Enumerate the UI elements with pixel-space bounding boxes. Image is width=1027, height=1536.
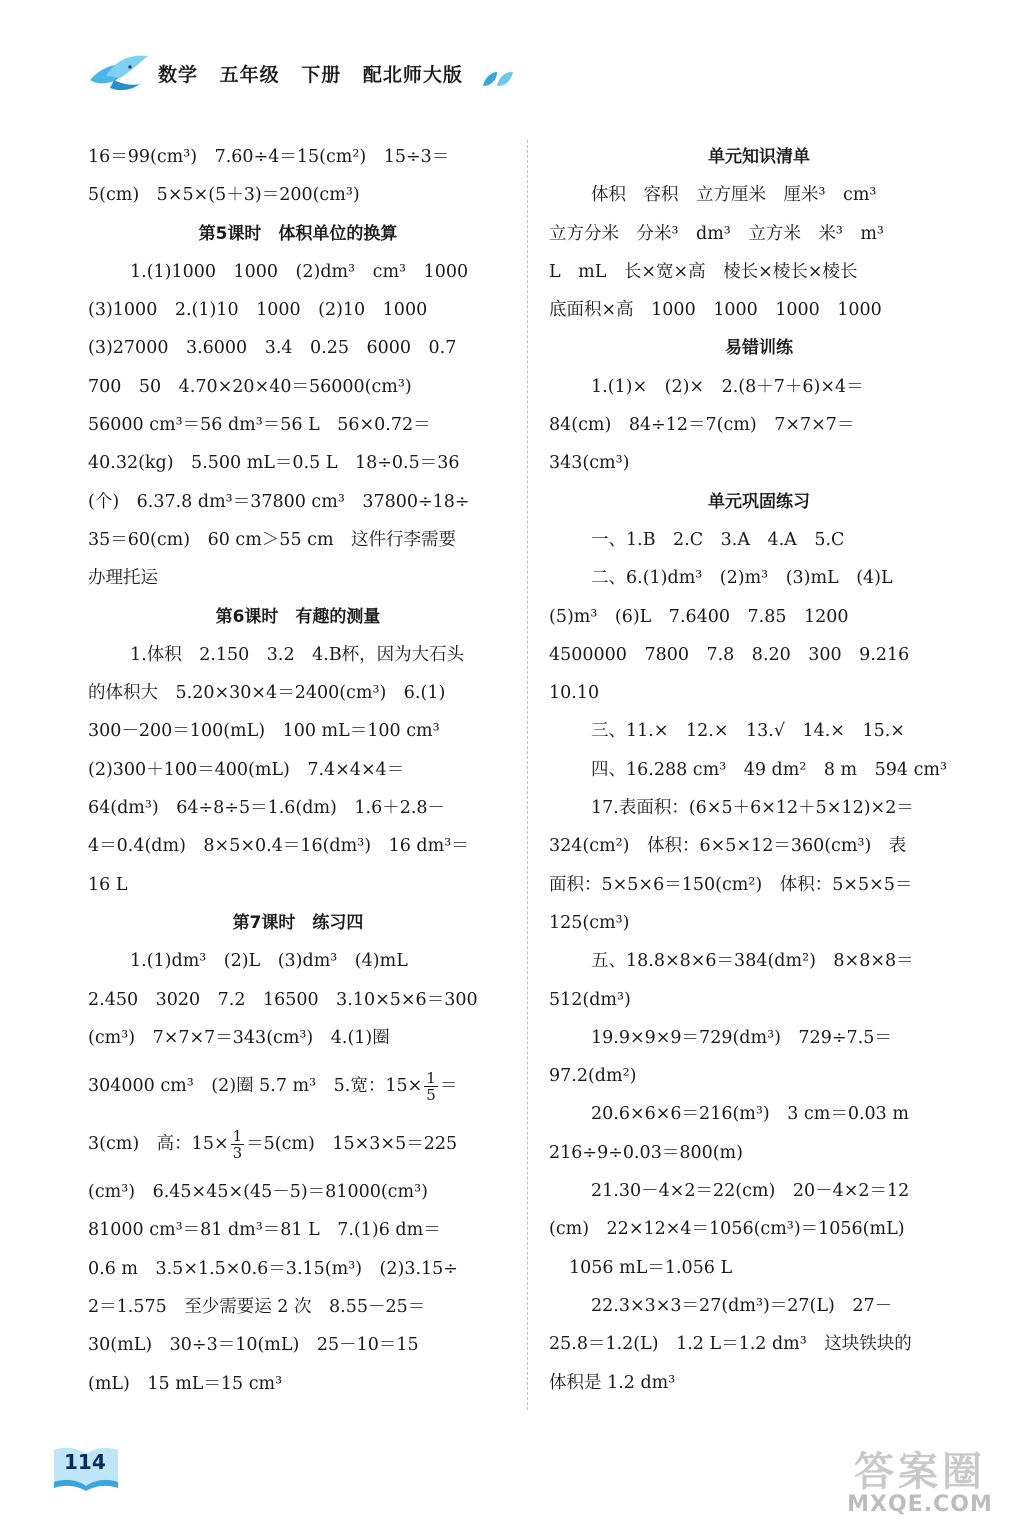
page-number: 114 — [64, 1450, 106, 1474]
section-heading-unit-review: 单元巩固练习 — [708, 491, 810, 512]
answer-line: 324(cm²) 体积：6×5×12＝360(cm³) 表 — [549, 836, 907, 857]
answer-line: 97.2(dm²) — [549, 1066, 637, 1087]
fraction-numerator: 1 — [232, 1126, 243, 1145]
watermark-url: MXQE.COM — [847, 1492, 993, 1517]
answer-line: 30(mL) 30÷3＝10(mL) 25－10＝15 — [88, 1335, 419, 1356]
fraction-one-fifth — [424, 1070, 438, 1104]
answer-line: 体积是 1.2 dm³ — [549, 1372, 676, 1393]
answer-line: 1.(1)1000 1000 (2)dm³ cm³ 1000 — [130, 261, 469, 282]
answer-line: (3)1000 2.(1)10 1000 (2)10 1000 — [88, 300, 428, 321]
fraction-one-third — [231, 1128, 245, 1162]
fraction-denominator: 5 — [426, 1086, 436, 1105]
answer-line: 4500000 7800 7.8 8.20 300 9.216 — [549, 644, 910, 665]
answer-line: (3)27000 3.6000 3.4 0.25 6000 0.7 — [88, 338, 457, 359]
answer-line: (mL) 15 mL＝15 cm³ — [88, 1373, 283, 1394]
leaves-decoration-icon — [481, 68, 515, 90]
answer-line: (5)m³ (6)L 7.6400 7.85 1200 — [549, 606, 849, 627]
answer-line: 4＝0.4(dm) 8×5×0.4＝16(dm³) 16 dm³＝ — [88, 836, 469, 857]
answer-line: 16 L — [88, 874, 128, 895]
answer-line: 一、1.B 2.C 3.A 4.A 5.C — [591, 529, 845, 550]
watermark — [840, 1440, 1000, 1526]
page-number-badge — [52, 1444, 120, 1492]
answer-line: 1.体积 2.150 3.2 4.B杯，因为大石头 — [130, 644, 465, 665]
answer-line: 1.(1)× (2)× 2.(8＋7＋6)×4＝ — [591, 376, 864, 397]
answer-line: (cm³) 7×7×7＝343(cm³) 4.(1)圈 — [88, 1027, 390, 1048]
answer-line-with-fraction — [88, 1115, 508, 1173]
answer-text: 3(cm) 高：15× — [88, 1134, 229, 1155]
answer-line: 35＝60(cm) 60 cm＞55 cm 这件行李需要 — [88, 529, 457, 550]
answer-line: 1056 mL＝1.056 L — [569, 1257, 733, 1278]
answer-line: 办理托运 — [88, 568, 158, 589]
right-column — [549, 138, 969, 1402]
answer-line: 19.9×9×9＝729(dm³) 729÷7.5＝ — [591, 1027, 892, 1048]
fraction-denominator: 3 — [232, 1144, 243, 1163]
answer-line: 10.10 — [549, 683, 600, 704]
answer-line: L mL 长×宽×高 棱长×棱长×棱长 — [549, 261, 858, 282]
answer-line: 2＝1.575 至少需要运 2 次 8.55－25＝ — [88, 1297, 426, 1318]
answer-line: 17.表面积：(6×5＋6×12＋5×12)×2＝ — [591, 798, 914, 819]
answer-line: 底面积×高 1000 1000 1000 1000 — [549, 300, 882, 321]
answer-text: 304000 cm³ (2)圈 5.7 m³ 5.宽：15× — [88, 1076, 423, 1097]
answer-line: 16＝99(cm³) 7.60÷4＝15(cm²) 15÷3＝ — [88, 147, 450, 167]
answer-line-with-fraction — [88, 1057, 508, 1115]
answer-line: 0.6 m 3.5×1.5×0.6＝3.15(m³) (2)3.15÷ — [88, 1258, 458, 1279]
answer-line: 立方分米 分米³ dm³ 立方米 米³ m³ — [549, 223, 884, 244]
column-divider — [527, 140, 528, 1410]
answer-line: 512(dm³) — [549, 989, 631, 1010]
answer-line: 的体积大 5.20×30×4＝2400(cm³) 6.(1) — [88, 683, 446, 704]
answer-line: 5(cm) 5×5×(5＋3)＝200(cm³) — [88, 185, 360, 206]
section-heading-lesson-6: 第6课时 有趣的测量 — [215, 606, 381, 627]
answer-line: 三、11.× 12.× 13.√ 14.× 15.× — [591, 721, 905, 742]
header-title: 数学 五年级 下册 配北师大版 — [158, 64, 463, 86]
answer-line: 216÷9÷0.03＝800(m) — [549, 1142, 743, 1163]
section-heading-lesson-5: 第5课时 体积单位的换算 — [198, 223, 398, 244]
answer-line: 五、18.8×8×6＝384(dm²) 8×8×8＝ — [591, 951, 914, 972]
answer-line: 1.(1)dm³ (2)L (3)dm³ (4)mL — [130, 951, 408, 972]
answer-line: 300－200＝100(mL) 100 mL＝100 cm³ — [88, 721, 440, 742]
answer-line: 22.3×3×3＝27(dm³)＝27(L) 27－ — [591, 1295, 893, 1316]
page-header — [86, 50, 526, 100]
answer-line: 二、6.(1)dm³ (2)m³ (3)mL (4)L — [591, 568, 893, 589]
left-column — [88, 138, 508, 1403]
answer-line: 81000 cm³＝81 dm³＝81 L 7.(1)6 dm＝ — [88, 1220, 441, 1241]
section-heading-error-training: 易错训练 — [725, 338, 793, 359]
answer-line: (cm³) 6.45×45×(45－5)＝81000(cm³) — [88, 1182, 428, 1203]
answer-line: 2.450 3020 7.2 16500 3.10×5×6＝300 — [88, 989, 478, 1010]
watermark-logo-text: 答案圈 — [854, 1449, 986, 1495]
answer-line: 体积 容积 立方厘米 厘米³ cm³ — [591, 185, 877, 206]
answer-line: (个) 6.37.8 dm³＝37800 cm³ 37800÷18÷ — [88, 491, 470, 512]
fraction-numerator: 1 — [426, 1068, 436, 1087]
answer-line: (cm) 22×12×4＝1056(cm³)＝1056(mL) — [549, 1219, 905, 1240]
answer-line: 25.8＝1.2(L) 1.2 L＝1.2 dm³ 这块铁块的 — [549, 1334, 912, 1355]
section-heading-lesson-7: 第7课时 练习四 — [232, 912, 364, 933]
answer-line: 343(cm³) — [549, 453, 630, 474]
answer-line: 700 50 4.70×20×40＝56000(cm³) — [88, 376, 412, 397]
answer-text: ＝5(cm) 15×3×5＝225 — [246, 1134, 458, 1155]
answer-line: 56000 cm³＝56 dm³＝56 L 56×0.72＝ — [88, 415, 431, 436]
answer-line: 125(cm³) — [549, 912, 630, 933]
answer-line: 20.6×6×6＝216(m³) 3 cm＝0.03 m — [591, 1104, 909, 1125]
answer-line: 64(dm³) 64÷8÷5＝1.6(dm) 1.6＋2.8－ — [88, 798, 446, 819]
answer-text: ＝ — [439, 1076, 458, 1097]
answer-line: 40.32(kg) 5.500 mL＝0.5 L 18÷0.5＝36 — [88, 453, 460, 474]
answer-line: 21.30－4×2＝22(cm) 20－4×2＝12 — [591, 1181, 910, 1202]
answer-line: (2)300＋100＝400(mL) 7.4×4×4＝ — [88, 759, 405, 780]
answer-line: 四、16.288 cm³ 49 dm² 8 m 594 cm³ — [591, 759, 948, 780]
answer-line: 面积：5×5×6＝150(cm²) 体积：5×5×5＝ — [549, 874, 913, 895]
answer-line: 84(cm) 84÷12＝7(cm) 7×7×7＝ — [549, 415, 855, 436]
section-heading-knowledge-list: 单元知识清单 — [708, 147, 810, 167]
bird-logo-icon — [86, 54, 152, 94]
